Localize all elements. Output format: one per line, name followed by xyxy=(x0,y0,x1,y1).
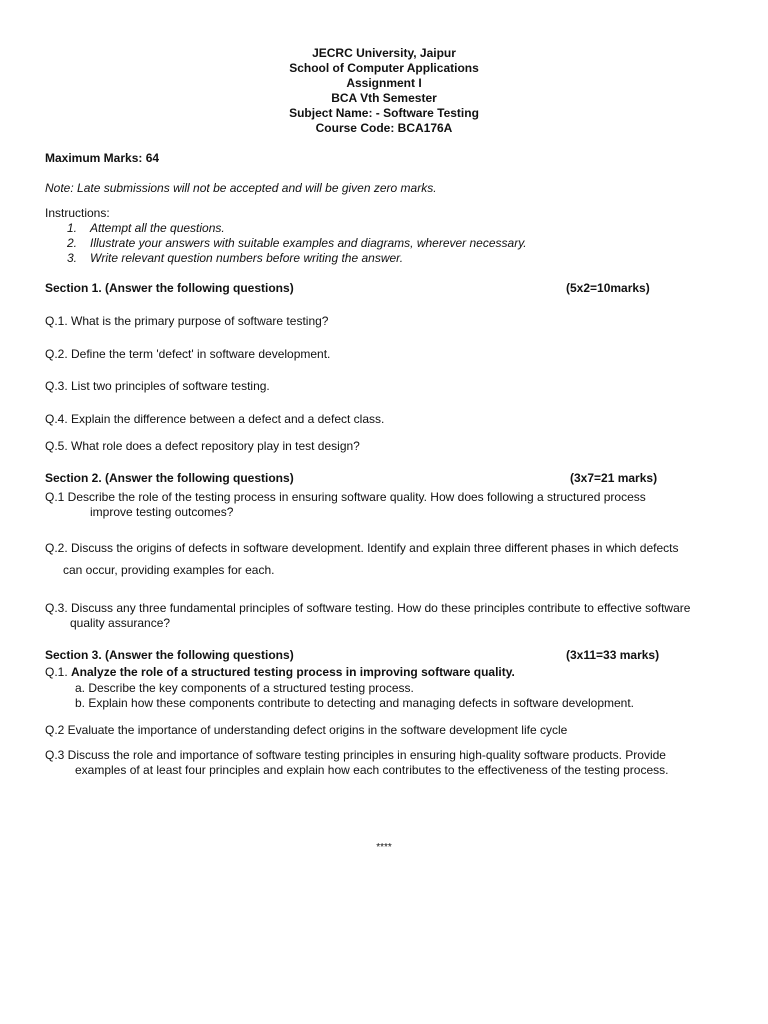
section2-question: Q.2. Discuss the origins of defects in software development. Identify and explain three different phases in which defects xyxy=(45,541,679,555)
subject-name: Subject Name: - Software Testing xyxy=(289,106,479,120)
section2-question: Q.1 Describe the role of the testing process in ensuring software quality. How does following a structured process xyxy=(45,490,646,504)
school-name: School of Computer Applications xyxy=(289,61,479,75)
section2-question-continuation: can occur, providing examples for each. xyxy=(63,563,275,577)
question-number: Q.1. xyxy=(45,665,72,679)
instruction-item: Illustrate your answers with suitable examples and diagrams, wherever necessary. xyxy=(90,236,527,250)
assignment-title: Assignment I xyxy=(346,76,422,90)
section2-marks: (3x7=21 marks) xyxy=(570,471,658,485)
section2-question: Q.3. Discuss any three fundamental principles of software testing. How do these principles contribute to effective software xyxy=(45,601,691,615)
section1-question: Q.5. What role does a defect repository play in test design? xyxy=(45,439,360,453)
end-marker: **** xyxy=(376,842,392,853)
section3-question: Q.2 Evaluate the importance of understanding defect origins in the software development life cycle xyxy=(45,723,568,737)
section1-question: Q.1. What is the primary purpose of software testing? xyxy=(45,314,329,328)
section1-title: Section 1. (Answer the following questions) xyxy=(45,281,294,295)
question-heading: Analyze the role of a structured testing process in improving software quality. xyxy=(71,665,515,679)
section1-marks: (5x2=10marks) xyxy=(566,281,650,295)
section1-question: Q.2. Define the term 'defect' in software development. xyxy=(45,347,331,361)
instruction-item: Write relevant question numbers before writing the answer. xyxy=(90,251,404,265)
section3-question: Q.3 Discuss the role and importance of software testing principles in ensuring high-quality software products. Provide xyxy=(45,748,666,762)
section3-title: Section 3. (Answer the following questions) xyxy=(45,648,294,662)
late-submission-note: Note: Late submissions will not be accepted and will be given zero marks. xyxy=(45,181,437,195)
course-code: Course Code: BCA176A xyxy=(315,121,453,135)
instructions-label: Instructions: xyxy=(45,206,110,220)
section3-marks: (3x11=33 marks) xyxy=(566,648,660,662)
instruction-number: 2. xyxy=(67,236,78,250)
section3-subquestion: b. Explain how these components contribute to detecting and managing defects in software development. xyxy=(75,696,635,710)
section1-question: Q.4. Explain the difference between a defect and a defect class. xyxy=(45,412,385,426)
section1-question: Q.3. List two principles of software testing. xyxy=(45,379,270,393)
section3-subquestion: a. Describe the key components of a structured testing process. xyxy=(75,681,414,695)
section2-title: Section 2. (Answer the following questions) xyxy=(45,471,294,485)
section2-question-continuation: quality assurance? xyxy=(70,616,171,630)
university-name: JECRC University, Jaipur xyxy=(312,46,456,60)
section2-question-continuation: improve testing outcomes? xyxy=(90,505,234,519)
instruction-number: 1. xyxy=(67,221,78,235)
section3-question-continuation: examples of at least four principles and explain how each contributes to the effectiveness of the testing process. xyxy=(75,763,669,777)
section3-question xyxy=(45,665,515,680)
instruction-item: Attempt all the questions. xyxy=(90,221,225,235)
instruction-number: 3. xyxy=(67,251,78,265)
maximum-marks: Maximum Marks: 64 xyxy=(45,151,160,165)
semester: BCA Vth Semester xyxy=(331,91,437,105)
